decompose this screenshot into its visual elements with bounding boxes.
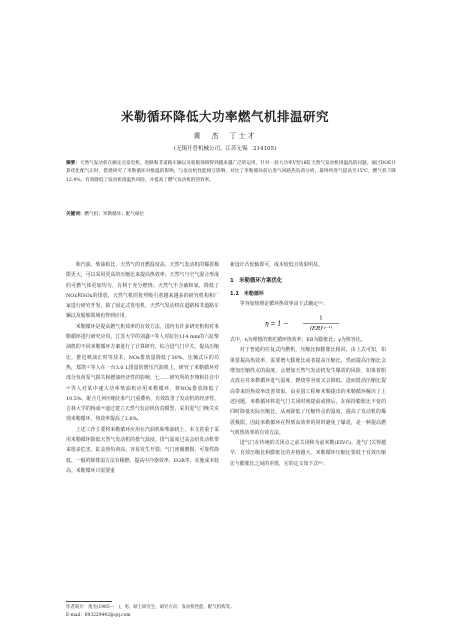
formula-graphic — [263, 313, 353, 333]
affiliation-line: (无锡开普机械公司，江苏无锡 214105) — [173, 146, 277, 152]
subsection-heading: 1.1 米勒循环 — [230, 290, 264, 297]
footnote-email: E-mail：693229442@qq.com — [66, 613, 131, 619]
paper-title: 米勒循环降低大功率燃气机排温研究 — [120, 109, 329, 124]
body-paragraph: 对于普通的往复式内燃机，压缩比和膨胀比相同。由上式可知，如果要提高热效率，需要增大膨胀比或者提高压缩比，然而提高压缩比会增加压缩终点的温度，会增加天然气发动机发生爆震的风险，如果着眼点放在对米勒循环进气温度，燃烧等容度又会降低，进而抵消压缩比提高带来的热效率改善效果。由美国工程师米勒提出的米勒循环解决了上述问题。米勒循环将进气门关闭时刻提前或推后，在保持膨胀比不变的同时降低实际压缩比，从而降低了压缩终点的温度，提高了发动机的爆震极限。因此米勒循环在得到高效率的同时避免了爆震，是一种提高燃气机热效率的有效方法。 — [230, 347, 386, 436]
footnote-rule — [66, 601, 112, 602]
formula-numerator: 1 — [319, 315, 323, 322]
section-heading: 1 米勒循环方案优化 — [230, 278, 283, 285]
abstract-label: 摘要： — [66, 161, 80, 166]
body-paragraph: 和汽油、柴油相比，天然气的自燃温度高，天然气发动机的爆震极限更大，可以采用更高的压缩比来提高热效率；天然气与空气混合形成的可燃气体更加均匀，有利于充分燃烧；天然气不含硫和氮，降低了NOx和SOx的排放，天然气机的优势吸引着越来越多的研究机构和厂家进行研究开发，除了固定式发电机，天然气发动机在道路和非道路车辆以及船舶领域也得到应用。 — [66, 262, 219, 320]
efficiency-formula — [230, 313, 386, 333]
body-paragraph: 等容加热理论循环热效率由下式确定⁽⁵⁾： — [239, 300, 328, 307]
left-column — [66, 260, 219, 476]
abstract-text: 天然气发动机在额定点发电机、进路和非道路车辆以及船舶领域得到越来越广泛的运用，针对一款大功率V型16缸天然气发动机排温高的问题，通过DOE计算优化配气正时，搭建研究了米勒循环对排温的影响，与发动机性能相互影响，对比了米勒循环前后进气回路热负荷分析，最终将进气提高至15℃，燃气机下降12.4%，有效降低了发动机排温热风险，并提高了燃气发动机的热效率。 — [66, 161, 396, 183]
body-paragraph: 米勒循环是提高燃气机效率的有效方法，国内有许多研究机构对米勒循环进行研究应用，江苏大学的刘鑫⁽¹⁾等人对缸径114 mm的六缸柴油机的不同米勒循环方案进行了计算研究，综合进气门早关，提高压缩比，推迟喷油正时等技术，NOx排放量降低了30%，比械式斥的功热，郑凯⁽²⁾等人在一台3.0 L排量的增压汽油机上，研究了米勒循环对部分负荷泵气损失和燃油经济性的影响，七……研究所的李翔和任自中⁽³⁾等人对某中速大功率柴油机应用米勒循环，将NOx排放降低了10.5%，配合几何压缩比和气门重叠角，有效改善了发动机的经济性。吉林大学的杨成⁽⁴⁾通过建立天然气发动机仿真模型，采用进气门晚关实现米勒循环，热效率提高了2.6%。 — [66, 323, 219, 423]
abstract-block — [66, 160, 396, 185]
author-footnote — [66, 604, 396, 620]
footnote-author-bio: 作者简介：黄杰(1985— )，男，硕士研究生，研究方向：发动机性能、配气机构等。 — [66, 605, 235, 610]
author-line: 黄 杰 丁士才 — [193, 132, 257, 140]
body-paragraph: 式中，η为理想的奥托循环热效率；ER为膨胀比；γ为热容比。 — [230, 337, 366, 344]
body-paragraph: 上述工作主要将米勒循环应用在汽油机和柴油机上，本文着重于采用米勒循环降低天然气发动机的排气温度。排气温度过高会给发动机带来很多危害，缸盖热负荷高，容易发生开裂；气门座圈磨损，可靠性降低。一般的降排温方法有稀燃、提高中冷器效率、EGR等，实施成本较高。米勒循环只需要重 — [66, 426, 219, 474]
keywords-text: 燃气机；米勒循环；配气相位 — [84, 212, 145, 217]
formula-denominator: (ER)⁽ᵞ⁻¹⁾ — [309, 326, 333, 333]
keywords-block — [66, 211, 396, 219]
keywords-label: 关键词： — [66, 212, 85, 217]
body-paragraph-continued: 新设计凸轮轴即可，成本较低且效果明显。 — [230, 262, 323, 268]
body-paragraph: 进气门在传统的关闭点之前关闭称为前米勒(EIVC)，进气门关得越早，有效压缩比和膨胀比的差值越大。米勒循环压缩比要低于有效压缩比与膨胀比之间的差值，它的定义如下式⁽⁶⁾： — [230, 440, 386, 467]
right-column — [230, 260, 386, 469]
formula-lhs: η = 1 − — [265, 320, 289, 328]
